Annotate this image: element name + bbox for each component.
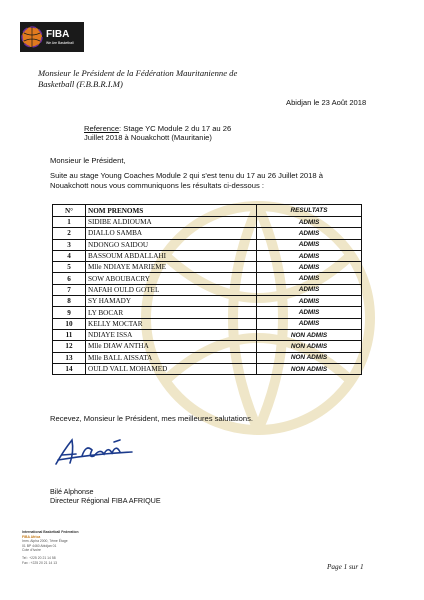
row-number: 13 (53, 352, 86, 363)
row-result: ADMIS (257, 307, 362, 318)
body-line: Suite au stage Young Coaches Module 2 qui s'est tenu du 17 au 26 Juillet 2018 à (50, 171, 323, 180)
table-header-row (53, 205, 362, 217)
row-result: ADMIS (257, 318, 362, 329)
header-result: RESULTATS (257, 205, 362, 217)
closing-line: Recevez, Monsieur le Président, mes meilleures salutations. (50, 414, 254, 423)
row-name: SY HAMADY (86, 296, 257, 307)
footer-line: Cote d'Ivoire (22, 548, 41, 553)
reference-text-line2: Juillet 2018 à Nouakchott (Mauritanie) (84, 133, 212, 142)
addressee-line: Monsieur le Président de la Fédération Mauritanienne de (38, 68, 238, 78)
table-row (53, 228, 362, 239)
body-paragraph (50, 171, 380, 191)
row-number: 8 (53, 296, 86, 307)
row-result: NON ADMIS (257, 363, 362, 374)
table-row (53, 250, 362, 261)
results-table (52, 204, 362, 375)
table-row (53, 239, 362, 250)
addressee-line: Basketball (F.B.B.R.I.M) (38, 79, 123, 89)
table-row (53, 318, 362, 329)
table-row (53, 329, 362, 340)
table-row (53, 341, 362, 352)
row-result: ADMIS (257, 296, 362, 307)
row-name: NDONGO SAIDOU (86, 239, 257, 250)
row-number: 10 (53, 318, 86, 329)
row-result: ADMIS (257, 217, 362, 228)
addressee-block (38, 68, 338, 90)
table-row (53, 296, 362, 307)
row-name: DIALLO SAMBA (86, 228, 257, 239)
header-number: N° (53, 205, 86, 217)
table-row (53, 307, 362, 318)
row-result: NON ADMIS (257, 341, 362, 352)
row-number: 5 (53, 262, 86, 273)
row-name: Mlle BALL AISSATA (86, 352, 257, 363)
row-name: OULD VALL MOHAMED (86, 363, 257, 374)
row-number: 9 (53, 307, 86, 318)
row-result: ADMIS (257, 239, 362, 250)
signer-name: Bilé Alphonse (50, 487, 94, 496)
reference-block (84, 124, 294, 142)
row-name: BASSOUM ABDALLAHI (86, 250, 257, 261)
footer-line: 01 BP 4460 Abidjan 01 (22, 543, 57, 548)
footer-org-sub: FIBA Africa (22, 534, 41, 539)
reference-label: Reference (84, 124, 120, 133)
logo-tagline: We Are Basketball (46, 41, 74, 45)
row-result: ADMIS (257, 262, 362, 273)
row-name: NDIAYE ISSA (86, 329, 257, 340)
body-line: Nouakchott nous vous communiquons les résultats ci-dessous : (50, 181, 264, 190)
row-number: 7 (53, 284, 86, 295)
row-result: ADMIS (257, 250, 362, 261)
fiba-logo (20, 22, 84, 52)
row-number: 12 (53, 341, 86, 352)
row-number: 3 (53, 239, 86, 250)
footer-org-name: International Basketball Federation (22, 530, 79, 534)
row-name: SIDIBE ALDIOUMA (86, 217, 257, 228)
salutation: Monsieur le Président, (50, 156, 126, 165)
table-row (53, 217, 362, 228)
footer-line: Imm. Alpha 2000, 7ème Étage (22, 539, 68, 544)
page-number: Page 1 sur 1 (327, 563, 364, 571)
table-row (53, 262, 362, 273)
row-number: 6 (53, 273, 86, 284)
row-result: NON ADMIS (257, 329, 362, 340)
table-row (53, 363, 362, 374)
row-number: 14 (53, 363, 86, 374)
row-result: NON ADMIS (257, 352, 362, 363)
row-number: 2 (53, 228, 86, 239)
signer-title: Directeur Régional FIBA AFRIQUE (50, 496, 161, 505)
row-number: 1 (53, 217, 86, 228)
table-row (53, 352, 362, 363)
table-row (53, 273, 362, 284)
row-name: KELLY MOCTAR (86, 318, 257, 329)
table-row (53, 284, 362, 295)
row-name: LY BOCAR (86, 307, 257, 318)
row-name: Mlle NDIAYE MARIEME (86, 262, 257, 273)
header-name: NOM PRENOMS (86, 205, 257, 217)
row-name: Mlle DIAW ANTHA (86, 341, 257, 352)
row-name: SOW ABOUBACRY (86, 273, 257, 284)
footer-tel: Tel : +225 20 21 14 58 (22, 555, 56, 560)
row-number: 11 (53, 329, 86, 340)
reference-text: : Stage YC Module 2 du 17 au 26 (119, 124, 232, 133)
footer-address (22, 530, 142, 565)
signature-graphic (54, 436, 136, 466)
logo-text: FIBA (46, 29, 70, 40)
row-name: NAFAH OULD GOTEL (86, 284, 257, 295)
row-result: ADMIS (257, 228, 362, 239)
letter-date: Abidjan le 23 Août 2018 (286, 98, 367, 107)
footer-fax: Fax : +225 20 21 14 13 (22, 560, 57, 565)
row-result: ADMIS (257, 273, 362, 284)
row-number: 4 (53, 250, 86, 261)
row-result: ADMIS (257, 284, 362, 295)
